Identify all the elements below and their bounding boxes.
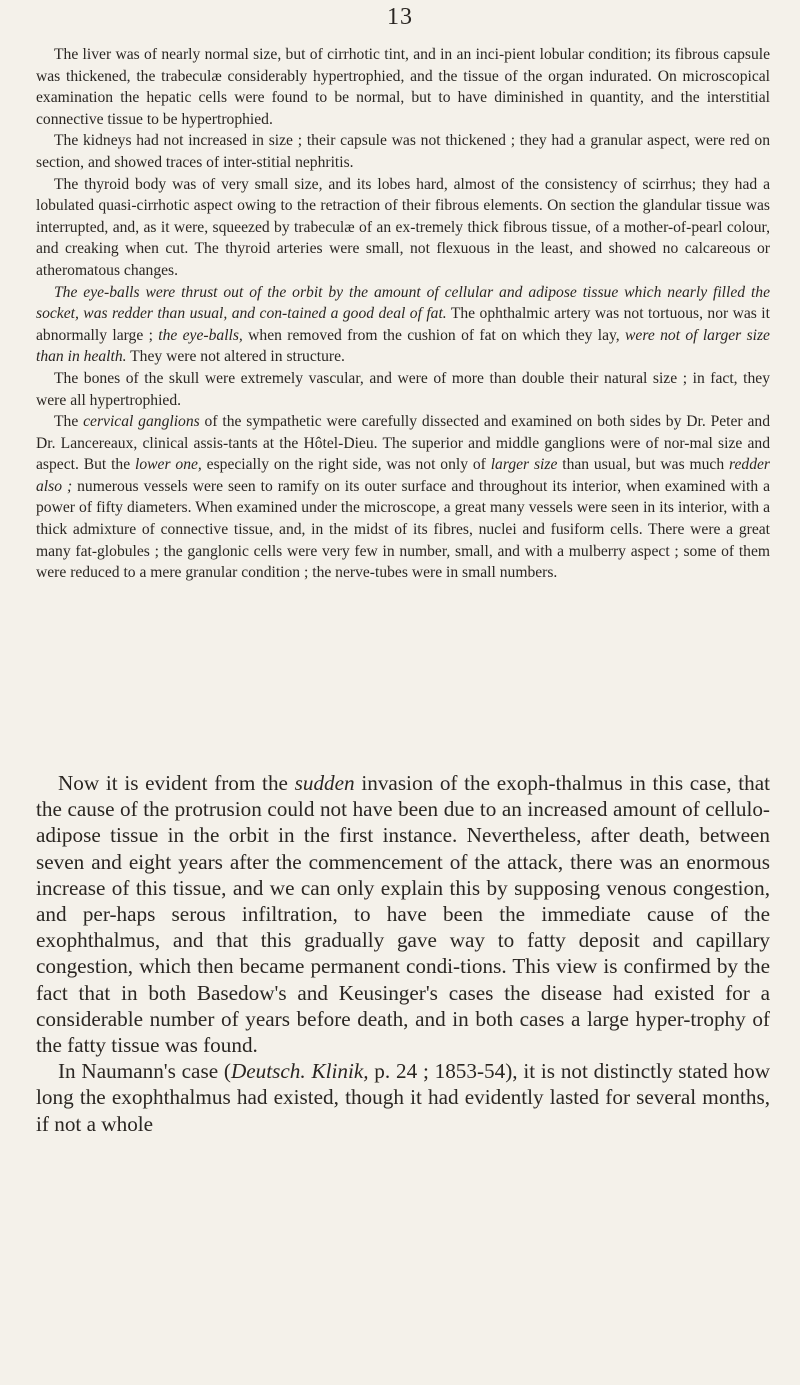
text-segment: than usual, but was much — [557, 456, 729, 474]
text-segment: The kidneys had not increased in size ; their capsule was not thickened ; they had a granular aspect, were red on section, and showed traces of inter-stitial nephritis. — [36, 132, 770, 171]
paragraph-thyroid — [36, 174, 770, 282]
italic-text-segment: cervical ganglions — [83, 413, 200, 431]
text-segment: They were not altered in structure. — [126, 348, 345, 366]
text-segment: The thyroid body was of very small size, and its lobes hard, almost of the consistency of scirrhus; they had a lobulated quasi-cirrhotic aspect owing to the retraction of their fibrous elements. On section the glandular tissue was interrupted, and, as it were, squeezed by trabeculæ of an ex-tremely thick fibrous tissue, of a mother-of-pearl colour, and creaking when cut. The thyroid arteries were small, not flexuous in the least, and showed no calcareous or atheromatous changes. — [36, 175, 770, 279]
italic-text-segment: were not of larger size than in health. — [36, 326, 770, 366]
text-segment: numerous vessels were seen to ramify on its outer surface and throughout its interior, when examined with a power of fifty diameters. When examined under the microscope, a great many vessels were seen in its interior, with a thick admixture of connective tissue, and, in the midst of its fibres, nuclei and fusiform cells. There were a great many fat-globules ; the ganglonic cells were very few in number, small, and with a mulberry aspect ; some of them were reduced to a mere granular condition ; the nerve-tubes were in small numbers. — [36, 477, 771, 582]
italic-text-segment: The eye-balls were thrust out of the orbit by the amount of cellular and adipose tissue which nearly filled the socket, was redder than usual, and con-tained a good deal of fat. — [36, 283, 770, 323]
paragraph-skull-bones — [36, 368, 770, 411]
paragraph-kidneys — [36, 130, 770, 173]
paragraph-exophthalmus-cause — [36, 770, 770, 1058]
text-segment: The liver was of nearly normal size, but of cirrhotic tint, and in an inci-pient lobular condition; its fibrous capsule was thickened, the trabeculæ considerably hypertrophied, and the tissue of the organ indurated. On microscopical examination the hepatic cells were found to be normal, but to have diminished in quantity, and the interstitial connective tissue to be hypertrophied. — [36, 46, 770, 128]
main-text-block — [36, 770, 770, 1137]
small-print-block — [36, 44, 770, 584]
text-segment: The bones of the skull were extremely vascular, and were of more than double their natural size ; in fact, they were all hypertrophied. — [36, 369, 770, 409]
paragraph-eye-balls — [36, 282, 770, 368]
italic-text-segment: sudden — [294, 771, 355, 795]
text-segment: especially on the right side, was not only of — [201, 456, 491, 474]
text-segment: The ophthalmic artery was not tortuous, nor was it abnormally large ; — [36, 305, 770, 344]
text-segment: invasion of the exoph-thalmus in this case, that the cause of the protrusion could not have been due to an increased amount of cellulo-adipose tissue in the orbit in the first instance. Nevertheless, after death, between seven and eight years after the commencement of the attack, there was an enormous increase of this tissue, and we can only explain this by supposing venous congestion, and per-haps serous infiltration, to have been the immediate cause of the exophthalmus, and that this gradually gave way to fatty deposit and capillary congestion, which then became permanent condi-tions. This view is confirmed by the fact that in both Basedow's and Keusinger's cases the disease had existed for a considerable number of years before death, and in both cases a large hyper-trophy of the fatty tissue was found. — [36, 771, 770, 1058]
text-segment: p. 24 ; 1853-54), it is not distinctly stated how long the exophthalmus had existed, though it had evidently lasted for several months, if not a whole — [36, 1059, 770, 1136]
text-segment: In Naumann's case ( — [58, 1059, 231, 1084]
paragraph-liver — [36, 44, 770, 130]
text-segment: Now it is evident from the — [58, 771, 295, 795]
italic-text-segment: larger size — [490, 456, 558, 474]
paragraph-cervical-ganglions — [36, 411, 770, 584]
text-segment: The — [54, 413, 84, 431]
italic-text-segment: the eye-balls, — [158, 326, 243, 344]
italic-text-segment: Deutsch. Klinik, — [230, 1059, 369, 1084]
page-number: 13 — [387, 4, 413, 30]
text-segment: when removed from the cushion of fat on which they lay, — [242, 326, 626, 344]
text-segment: of the sympathetic were carefully dissected and examined on both sides by Dr. Peter and Dr. Lancereaux, clinical assis-tants at the Hôtel-Dieu. The superior and middle ganglions were of nor-mal size and aspect. But the — [36, 413, 770, 474]
italic-text-segment: lower one, — [135, 456, 202, 474]
paragraph-naumann-case — [36, 1058, 770, 1137]
italic-text-segment: redder also ; — [36, 456, 770, 495]
